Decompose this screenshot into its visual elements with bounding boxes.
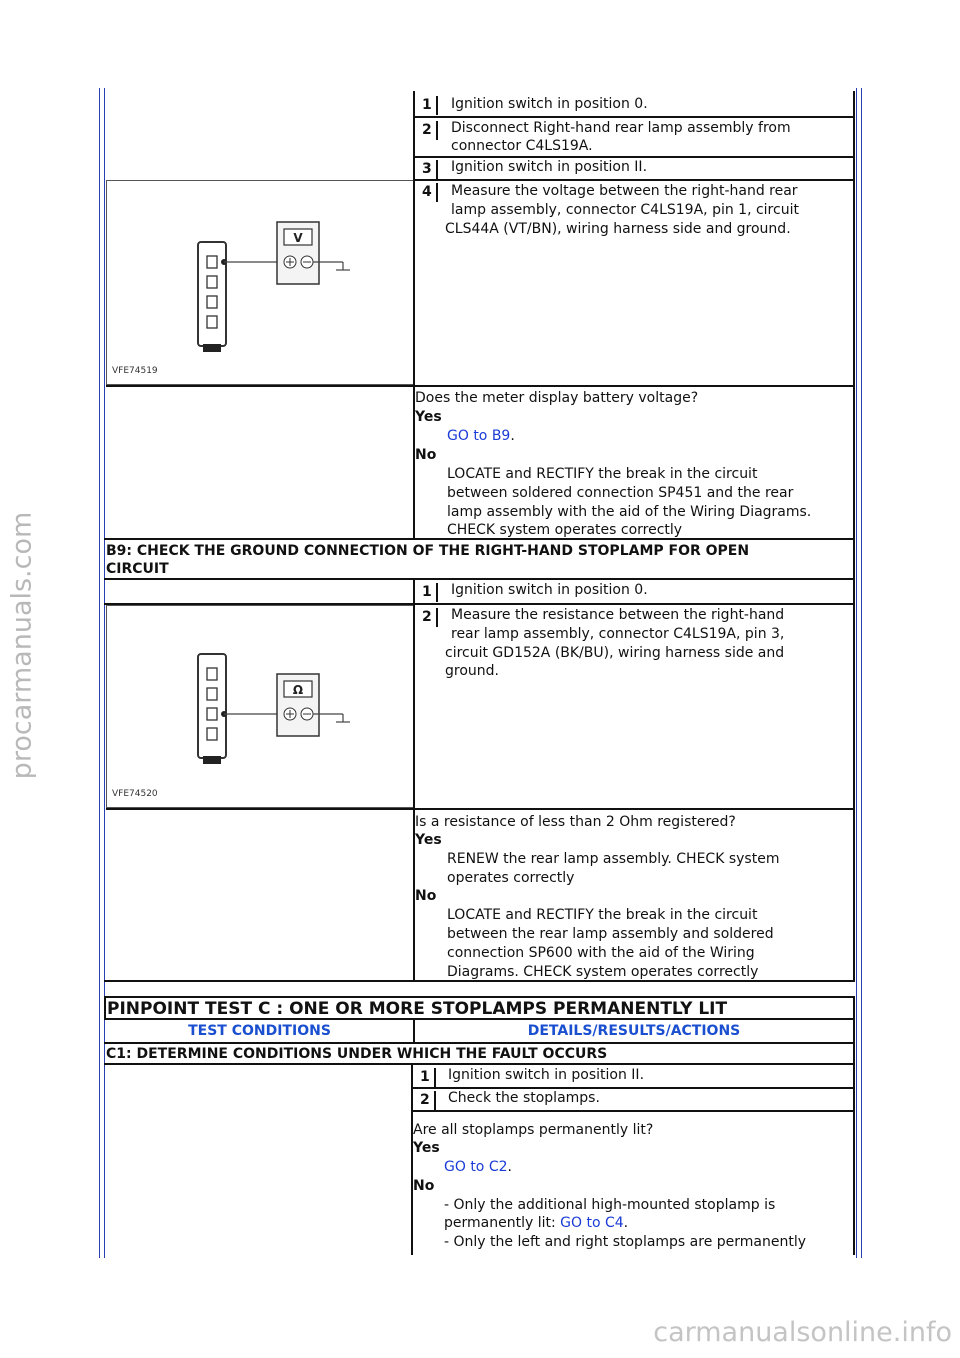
b8-question: Does the meter display battery voltage? xyxy=(415,390,699,406)
c1-no-line-2 xyxy=(444,1214,628,1233)
b9-meter-symbol: Ω xyxy=(292,683,304,697)
b9-rule xyxy=(106,808,855,810)
page-edge-left-outer xyxy=(99,88,100,1258)
b9-yes-line-2: operates correctly xyxy=(447,870,575,886)
b9-title-line1: B9: CHECK THE GROUND CONNECTION OF THE RIGHT-HAND STOPLAMP FOR OPEN xyxy=(106,543,750,559)
b8-yes-suffix: . xyxy=(510,428,515,444)
b9-yes-line-1: RENEW the rear lamp assembly. CHECK system xyxy=(447,851,780,867)
b8-rule xyxy=(106,385,855,387)
b8-yes-action xyxy=(447,427,515,446)
pinpoint-c-rule xyxy=(104,1042,855,1044)
b9-step-1-text: Ignition switch in position 0. xyxy=(451,582,648,598)
c1-yes-suffix: . xyxy=(507,1159,512,1175)
b9-no-line-3: connection SP600 with the aid of the Wiring xyxy=(447,945,755,961)
b8-step-1-text: Ignition switch in position 0. xyxy=(451,96,648,112)
b8-rule xyxy=(415,116,855,118)
c1-no-line-3: - Only the left and right stoplamps are permanently xyxy=(444,1234,807,1250)
b9-ohmmeter-diagram xyxy=(190,640,360,782)
b9-divider-left xyxy=(413,580,415,982)
c1-no-line-1: - Only the additional high-mounted stoplamp is xyxy=(444,1197,776,1213)
c1-step-1-text: Ignition switch in position II. xyxy=(448,1067,645,1083)
b9-no-label: No xyxy=(415,888,437,904)
watermark-procarmanuals: procarmanuals.com xyxy=(6,511,38,780)
b8-no-line-3: lamp assembly with the aid of the Wiring Diagrams. xyxy=(447,504,812,520)
b8-no-label: No xyxy=(415,447,437,463)
c1-step-1-number: 1 xyxy=(414,1068,436,1087)
c1-divider-left xyxy=(411,1065,413,1255)
c1-no-line-2-suffix: . xyxy=(623,1215,629,1231)
b8-step-2-line2: connector C4LS19A. xyxy=(451,138,593,154)
c1-step-2-text: Check the stoplamps. xyxy=(448,1090,600,1106)
b8-step-3-number: 3 xyxy=(416,160,438,179)
b9-question: Is a resistance of less than 2 Ohm registered? xyxy=(415,814,736,830)
b9-step-2-line4: ground. xyxy=(445,663,499,679)
c1-go-to-c2-link[interactable]: GO to C2 xyxy=(444,1159,508,1175)
b9-step-2-line3: circuit GD152A (BK/BU), wiring harness side and xyxy=(445,645,785,661)
b8-no-line-4: CHECK system operates correctly xyxy=(447,522,683,538)
c1-yes-label: Yes xyxy=(413,1140,440,1156)
b8-step-4-line2: lamp assembly, connector C4LS19A, pin 1, circuit xyxy=(451,202,799,218)
page-edge-right-inner xyxy=(856,88,857,1258)
pinpoint-c-title: PINPOINT TEST C : ONE OR MORE STOPLAMPS PERMANENTLY LIT xyxy=(107,999,728,1019)
b8-no-line-1: LOCATE and RECTIFY the break in the circuit xyxy=(447,466,758,482)
watermark-carmanualsonline: carmanualsonline.info xyxy=(653,1317,952,1348)
b9-frame-right xyxy=(853,540,855,982)
b8-divider-right xyxy=(853,91,855,538)
b9-no-line-1: LOCATE and RECTIFY the break in the circuit xyxy=(447,907,758,923)
b9-step-2-line1: Measure the resistance between the right-hand xyxy=(451,607,785,623)
b8-step-4-number: 4 xyxy=(416,183,438,202)
b8-step-2-line1: Disconnect Right-hand rear lamp assembly from xyxy=(451,120,791,136)
c1-step-2-number: 2 xyxy=(414,1091,436,1110)
page-edge-right-outer xyxy=(861,88,862,1258)
b9-no-line-4: Diagrams. CHECK system operates correctly xyxy=(447,964,759,980)
b9-rule xyxy=(104,980,855,982)
c1-title: C1: DETERMINE CONDITIONS UNDER WHICH THE FAULT OCCURS xyxy=(106,1046,608,1062)
b8-step-4-line3: CLS44A (VT/BN), wiring harness side and ground. xyxy=(445,221,791,237)
c1-go-to-c4-link[interactable]: GO to C4 xyxy=(560,1215,624,1231)
pinpoint-c-frame-right xyxy=(853,1020,855,1255)
page-edge-left-inner xyxy=(104,88,105,1258)
c1-question: Are all stoplamps permanently lit? xyxy=(413,1122,654,1138)
b8-voltmeter-diagram xyxy=(190,214,360,356)
pinpoint-c-rule xyxy=(413,1110,855,1112)
b9-rule xyxy=(104,538,855,540)
b9-rule xyxy=(104,578,855,580)
b9-no-line-2: between the rear lamp assembly and soldered xyxy=(447,926,774,942)
b9-step-2-number: 2 xyxy=(416,608,438,627)
c1-yes-action xyxy=(444,1158,512,1177)
b9-step-2-line2: rear lamp assembly, connector C4LS19A, pin 3, xyxy=(451,626,785,642)
c1-no-label: No xyxy=(413,1178,435,1194)
b9-step-1-number: 1 xyxy=(416,583,438,602)
b8-step-1-number: 1 xyxy=(416,96,438,115)
b8-meter-symbol: V xyxy=(293,231,303,245)
c1-no-line-2-prefix: permanently lit: xyxy=(444,1215,561,1231)
b8-go-to-b9-link[interactable]: GO to B9 xyxy=(447,428,511,444)
b8-yes-label: Yes xyxy=(415,409,442,425)
b8-step-3-text: Ignition switch in position II. xyxy=(451,159,648,175)
b8-rule xyxy=(415,179,855,181)
b9-figure-label: VFE74520 xyxy=(112,789,158,799)
b8-step-2-number: 2 xyxy=(416,121,438,140)
col-header-test-conditions: TEST CONDITIONS xyxy=(188,1023,331,1039)
b8-divider-left xyxy=(413,91,415,538)
b8-no-line-2: between soldered connection SP451 and the rear xyxy=(447,485,794,501)
pinpoint-c-rule xyxy=(104,1063,855,1065)
pinpoint-c-header-divider xyxy=(413,1020,415,1042)
b9-title-line2: CIRCUIT xyxy=(106,561,169,577)
b9-yes-label: Yes xyxy=(415,832,442,848)
b8-figure-label: VFE74519 xyxy=(112,366,158,376)
b8-step-4-line1: Measure the voltage between the right-hand rear xyxy=(451,183,798,199)
col-header-details-results-actions: DETAILS/RESULTS/ACTIONS xyxy=(527,1023,741,1039)
